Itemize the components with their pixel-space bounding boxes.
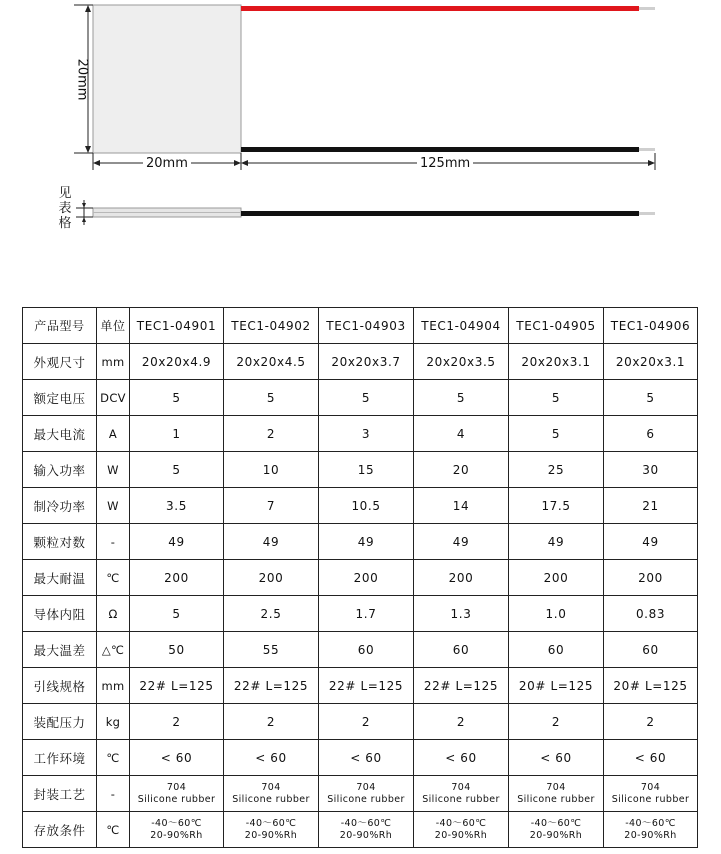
table-cell: 3: [319, 416, 414, 452]
storage-line-2: 20-90%Rh: [339, 829, 393, 841]
product-dimension-diagram: [0, 0, 721, 250]
row-name: 额定电压: [23, 380, 97, 416]
header-model-1: TEC1-04901: [130, 308, 224, 344]
table-cell: 49: [509, 524, 604, 560]
row-name: 存放条件: [23, 812, 97, 848]
side-view-wire: [241, 211, 639, 216]
table-cell: < 60: [319, 740, 414, 776]
table-cell: 50: [130, 632, 224, 668]
table-row: [23, 488, 698, 524]
row-name: 最大温差: [23, 632, 97, 668]
table-cell: 2: [604, 704, 698, 740]
storage-cell: [130, 812, 224, 848]
table-cell: 5: [224, 380, 319, 416]
table-cell: 49: [224, 524, 319, 560]
table-cell: 200: [130, 560, 224, 596]
table-cell: 2: [224, 704, 319, 740]
table-row: [23, 380, 698, 416]
storage-line-1: -40～60℃: [625, 817, 676, 829]
table-cell: 200: [319, 560, 414, 596]
see-table-char-3: 格: [58, 216, 72, 231]
black-wire: [241, 147, 639, 152]
row-unit: A: [97, 416, 130, 452]
plate-width-label: 20mm: [143, 156, 191, 171]
storage-line-1: -40～60℃: [340, 817, 392, 829]
row-unit: -: [97, 776, 130, 812]
package-cell: [414, 776, 509, 812]
header-model-3: TEC1-04903: [319, 308, 414, 344]
table-cell: 10: [224, 452, 319, 488]
header-model-4: TEC1-04904: [414, 308, 509, 344]
package-line-2: Silicone rubber: [422, 793, 500, 805]
table-cell: 60: [604, 632, 698, 668]
table-cell: 49: [414, 524, 509, 560]
table-body: [23, 344, 698, 848]
package-cell: [319, 776, 414, 812]
table-cell: 21: [604, 488, 698, 524]
package-cell: [224, 776, 319, 812]
table-cell: 2: [130, 704, 224, 740]
header-model-6: TEC1-04906: [604, 308, 698, 344]
row-name: 封装工艺: [23, 776, 97, 812]
row-name: 输入功率: [23, 452, 97, 488]
package-line-2: Silicone rubber: [611, 793, 690, 805]
row-name: 工作环境: [23, 740, 97, 776]
row-unit: mm: [97, 344, 130, 380]
table-cell: 25: [509, 452, 604, 488]
package-line-1: 704: [166, 781, 187, 793]
table-cell: 1.7: [319, 596, 414, 632]
package-cell: [509, 776, 604, 812]
table-cell: 22# L=125: [319, 668, 414, 704]
storage-line-2: 20-90%Rh: [624, 829, 677, 841]
table-row: [23, 416, 698, 452]
wire-length-label: 125mm: [417, 156, 473, 171]
table-cell: 1: [130, 416, 224, 452]
table-cell: 200: [604, 560, 698, 596]
storage-line-1: -40～60℃: [435, 817, 487, 829]
table-header-row: [23, 308, 698, 344]
table-cell: 60: [509, 632, 604, 668]
package-row: [23, 776, 698, 812]
table-cell: 5: [604, 380, 698, 416]
package-line-1: 704: [546, 781, 566, 793]
table-cell: 5: [414, 380, 509, 416]
row-name: 最大耐温: [23, 560, 97, 596]
spec-table: [22, 307, 698, 848]
table-cell: 3.5: [130, 488, 224, 524]
table-cell: 20x20x3.5: [414, 344, 509, 380]
package-cell: [130, 776, 224, 812]
table-row: [23, 560, 698, 596]
table-cell: 30: [604, 452, 698, 488]
package-line-1: 704: [356, 781, 376, 793]
table-row: [23, 668, 698, 704]
table-cell: 200: [509, 560, 604, 596]
row-unit: W: [97, 452, 130, 488]
row-unit: -: [97, 524, 130, 560]
table-row: [23, 452, 698, 488]
storage-line-1: -40～60℃: [151, 817, 202, 829]
table-cell: 15: [319, 452, 414, 488]
package-line-2: Silicone rubber: [137, 793, 216, 805]
table-cell: 22# L=125: [414, 668, 509, 704]
table-row: [23, 704, 698, 740]
storage-line-2: 20-90%Rh: [244, 829, 298, 841]
table-cell: 2: [224, 416, 319, 452]
storage-row: [23, 812, 698, 848]
package-line-1: 704: [261, 781, 281, 793]
table-cell: 17.5: [509, 488, 604, 524]
row-name: 导体内阻: [23, 596, 97, 632]
table-cell: 1.3: [414, 596, 509, 632]
storage-cell: [604, 812, 698, 848]
package-line-2: Silicone rubber: [327, 793, 405, 805]
table-cell: < 60: [224, 740, 319, 776]
table-cell: 60: [414, 632, 509, 668]
table-cell: 5: [509, 416, 604, 452]
row-unit: △℃: [97, 632, 130, 668]
table-cell: 20: [414, 452, 509, 488]
row-unit: ℃: [97, 560, 130, 596]
row-unit: W: [97, 488, 130, 524]
table-cell: < 60: [604, 740, 698, 776]
tec-plate-top-view: [93, 5, 241, 153]
storage-cell: [224, 812, 319, 848]
row-name: 外观尺寸: [23, 344, 97, 380]
dimension-drawing: [0, 0, 721, 250]
row-name: 制冷功率: [23, 488, 97, 524]
see-table-char-1: 见: [58, 186, 72, 201]
table-cell: 14: [414, 488, 509, 524]
storage-line-2: 20-90%Rh: [434, 829, 488, 841]
row-unit: ℃: [97, 740, 130, 776]
table-row: [23, 344, 698, 380]
header-model-2: TEC1-04902: [224, 308, 319, 344]
table-cell: 22# L=125: [224, 668, 319, 704]
table-cell: 2.5: [224, 596, 319, 632]
table-cell: 5: [130, 596, 224, 632]
see-table-label: [57, 186, 73, 231]
table-cell: 7: [224, 488, 319, 524]
row-unit: DCV: [97, 380, 130, 416]
storage-line-2: 20-90%Rh: [150, 829, 203, 841]
storage-cell: [319, 812, 414, 848]
table-cell: 2: [319, 704, 414, 740]
side-view-wire-tip: [639, 212, 655, 215]
table-cell: 2: [509, 704, 604, 740]
table-row: [23, 524, 698, 560]
row-unit: mm: [97, 668, 130, 704]
table-cell: 6: [604, 416, 698, 452]
storage-line-1: -40～60℃: [245, 817, 297, 829]
table-cell: 20# L=125: [604, 668, 698, 704]
table-cell: 60: [319, 632, 414, 668]
table-cell: 20x20x4.9: [130, 344, 224, 380]
package-line-1: 704: [451, 781, 471, 793]
package-line-2: Silicone rubber: [232, 793, 310, 805]
black-wire-tip: [639, 148, 655, 151]
red-wire: [241, 6, 639, 11]
header-model: 产品型号: [23, 308, 97, 344]
row-name: 引线规格: [23, 668, 97, 704]
table-cell: 55: [224, 632, 319, 668]
header-unit: 单位: [97, 308, 130, 344]
row-unit: Ω: [97, 596, 130, 632]
height-label: 20mm: [74, 58, 90, 101]
row-name: 最大电流: [23, 416, 97, 452]
table-cell: 2: [414, 704, 509, 740]
table-cell: 49: [604, 524, 698, 560]
package-cell: [604, 776, 698, 812]
red-wire-tip: [639, 7, 655, 10]
table-cell: 20x20x4.5: [224, 344, 319, 380]
table-cell: 5: [319, 380, 414, 416]
row-name: 颗粒对数: [23, 524, 97, 560]
storage-line-2: 20-90%Rh: [529, 829, 583, 841]
table-cell: 10.5: [319, 488, 414, 524]
storage-cell: [509, 812, 604, 848]
package-line-2: Silicone rubber: [517, 793, 595, 805]
table-cell: 49: [130, 524, 224, 560]
table-row: [23, 740, 698, 776]
row-unit: kg: [97, 704, 130, 740]
table-cell: 5: [130, 380, 224, 416]
table-cell: 20x20x3.7: [319, 344, 414, 380]
table-cell: 22# L=125: [130, 668, 224, 704]
table-cell: < 60: [509, 740, 604, 776]
storage-line-1: -40～60℃: [530, 817, 582, 829]
table-cell: 20# L=125: [509, 668, 604, 704]
table-row: [23, 596, 698, 632]
row-name: 装配压力: [23, 704, 97, 740]
storage-cell: [414, 812, 509, 848]
row-unit: ℃: [97, 812, 130, 848]
see-table-char-2: 表: [58, 201, 72, 216]
table-cell: 200: [224, 560, 319, 596]
table-cell: 20x20x3.1: [509, 344, 604, 380]
table-cell: 20x20x3.1: [604, 344, 698, 380]
thickness-dimension-line: [76, 200, 93, 225]
table-cell: 49: [319, 524, 414, 560]
table-cell: < 60: [130, 740, 224, 776]
table-cell: 5: [509, 380, 604, 416]
table-cell: 4: [414, 416, 509, 452]
header-model-5: TEC1-04905: [509, 308, 604, 344]
table-cell: 5: [130, 452, 224, 488]
table-cell: 0.83: [604, 596, 698, 632]
table-row: [23, 632, 698, 668]
table-cell: < 60: [414, 740, 509, 776]
table-cell: 1.0: [509, 596, 604, 632]
package-line-1: 704: [640, 781, 661, 793]
table-cell: 200: [414, 560, 509, 596]
